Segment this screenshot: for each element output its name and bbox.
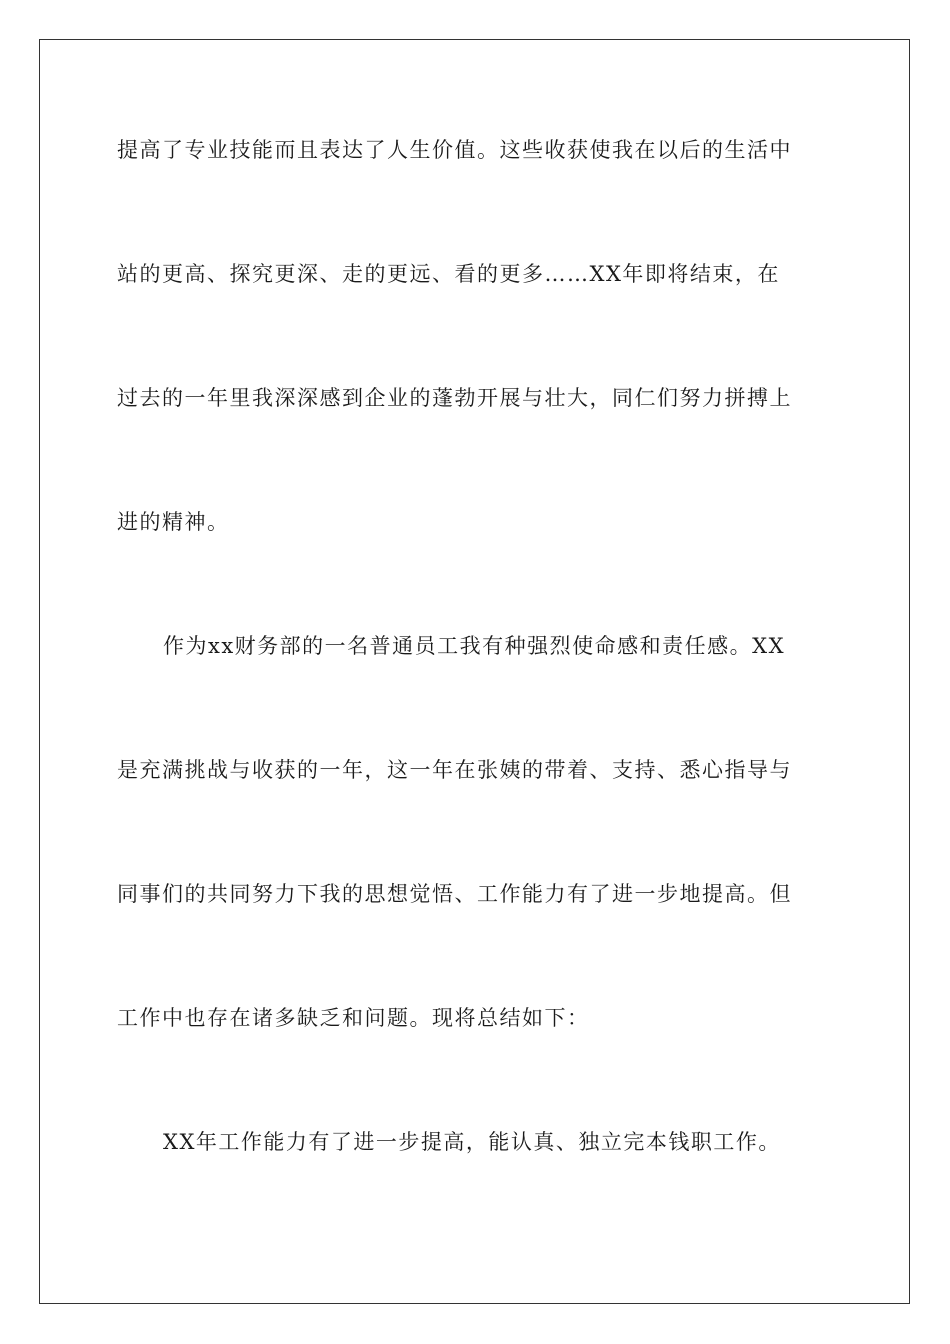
paragraph-line: 进的精神。 [117,510,230,534]
paragraph-line: 过去的一年里我深深感到企业的蓬勃开展与壮大，同仁们努力拼搏上 [117,386,792,410]
paragraph-line: 是充满挑战与收获的一年，这一年在张姨的带着、支持、悉心指导与 [117,758,792,782]
paragraph-line: 同事们的共同努力下我的思想觉悟、工作能力有了进一步地提高。但 [117,882,792,906]
paragraph-line: 提高了专业技能而且表达了人生价值。这些收获使我在以后的生活中 [117,138,792,162]
paragraph-line: XX年工作能力有了进一步提高，能认真、独立完本钱职工作。 [163,1130,781,1154]
page-border [39,39,910,1304]
paragraph-line: 作为xx财务部的一名普通员工我有种强烈使命感和责任感。XX [163,634,786,658]
paragraph-line: 工作中也存在诸多缺乏和问题。现将总结如下： [117,1006,590,1030]
paragraph-line: 站的更高、探究更深、走的更远、看的更多……XX年即将结束，在 [117,262,780,286]
